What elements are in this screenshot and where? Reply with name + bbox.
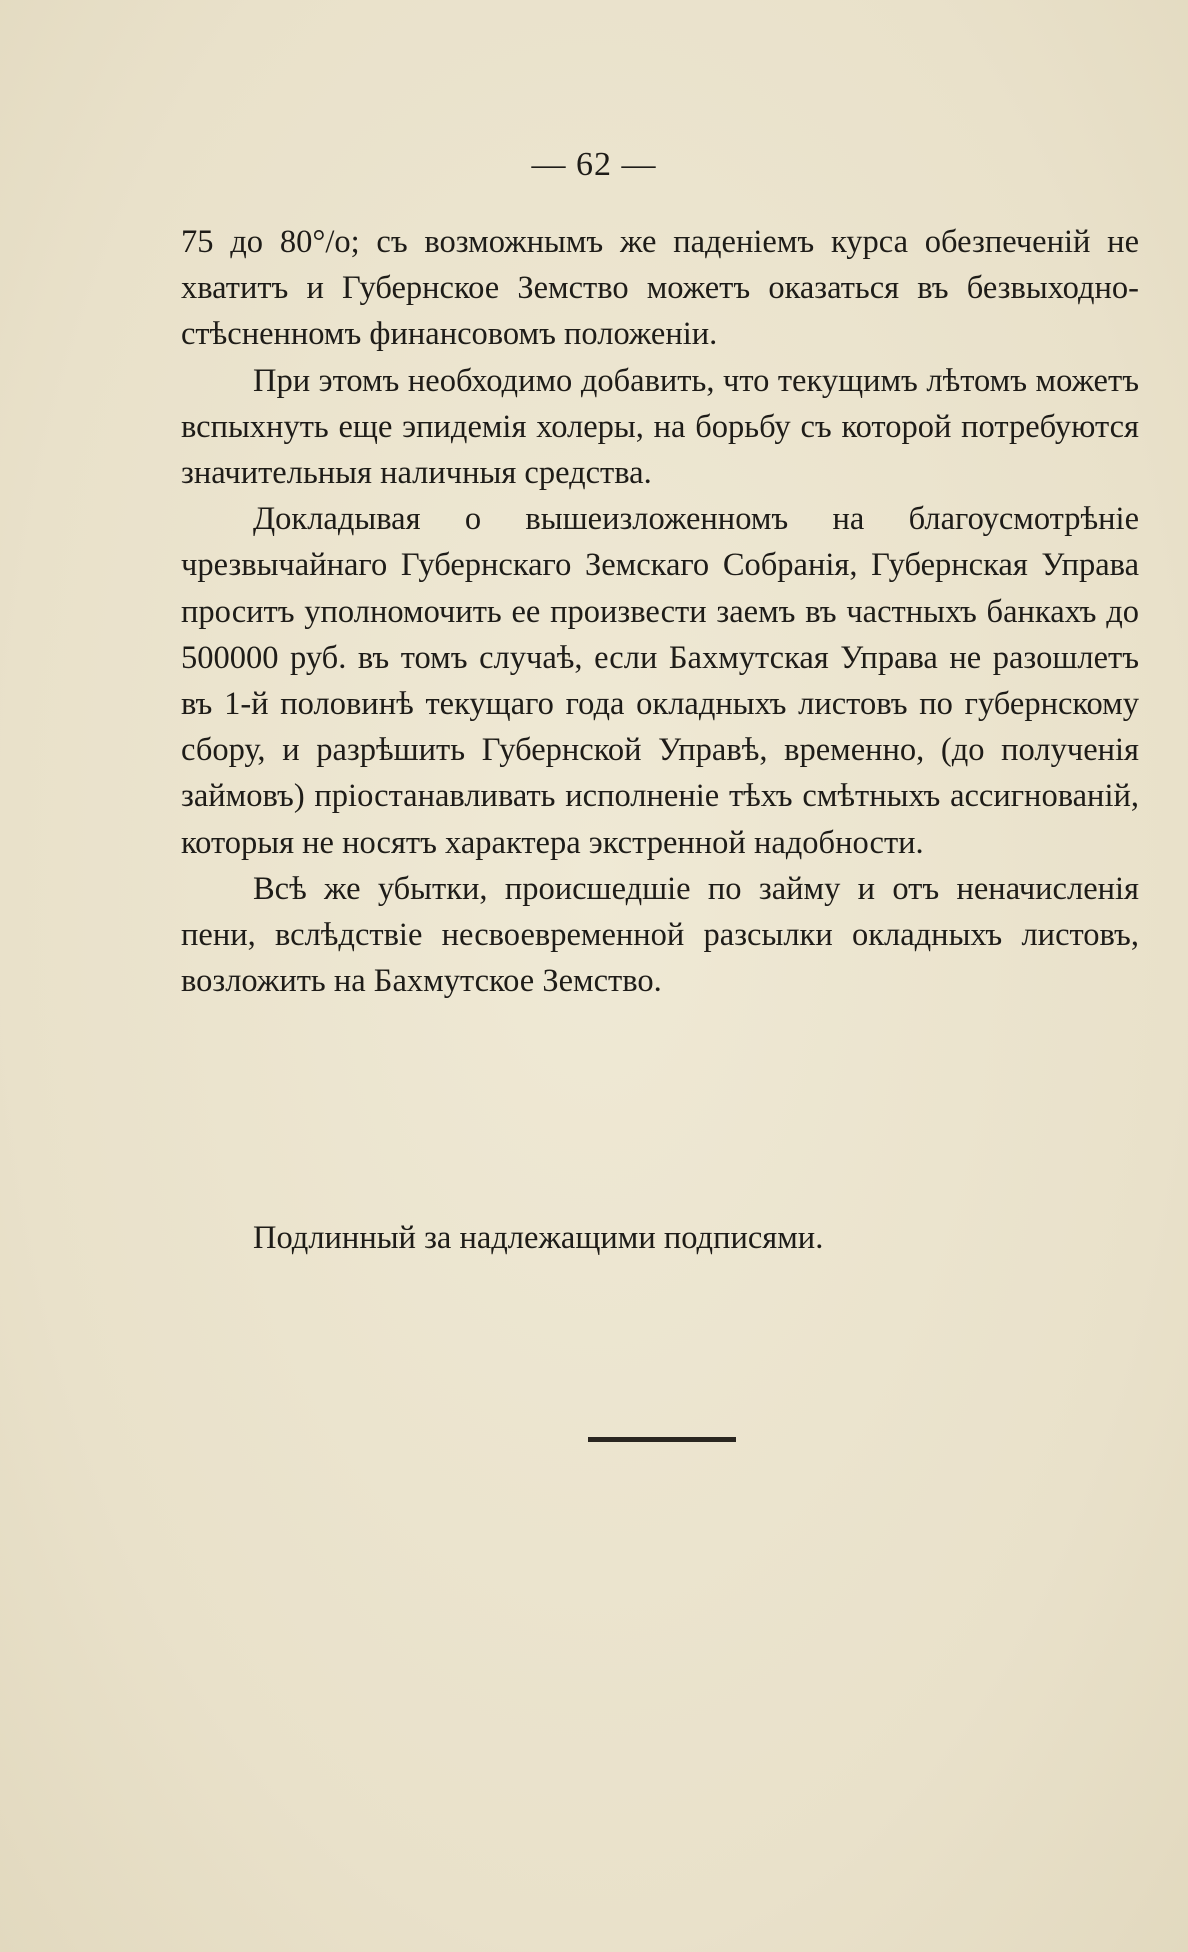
signature-note: Подлинный за надлежащими подписями.: [253, 1220, 824, 1256]
paragraph-3: Докладывая о вышеизложенномъ на благоусмотрѣніе чрезвычайнаго Губернскаго Земскаго Собранія, Губернская Управа проситъ уполномочить ее произвести заемъ въ частныхъ банкахъ до 500000 руб. въ томъ случаѣ, если Бахмутская Управа не разошлетъ въ 1-й половинѣ текущаго года окладныхъ листовъ по губернскому сбору, и разрѣшить Губернской Управѣ, временно, (до полученія займовъ) пріостанавливать исполненіе тѣхъ смѣтныхъ ассигнованій, которыя не носятъ характера экстренной надобности.: [181, 501, 1139, 861]
paragraph-2: При этомъ необходимо добавить, что текущимъ лѣтомъ можетъ вспыхнуть еще эпидемія холеры, на борьбу съ которой потребуются значительныя наличныя средства.: [181, 362, 1139, 492]
end-rule: [588, 1437, 736, 1442]
paragraph-4: Всѣ же убытки, происшедшіе по займу и отъ неначисленія пени, вслѣдствіе несвоевременной разсылки окладныхъ листовъ, возложить на Бахмутское Земство.: [181, 870, 1139, 1000]
body-text: [181, 219, 1139, 1004]
page-number: — 62 —: [531, 146, 657, 183]
paragraph-1: 75 до 80°/o; съ возможнымъ же паденіемъ курса обезпеченій не хватитъ и Губернское Земство можетъ оказаться въ безвыходно-стѣсненномъ финансовомъ положеніи.: [181, 224, 1139, 353]
